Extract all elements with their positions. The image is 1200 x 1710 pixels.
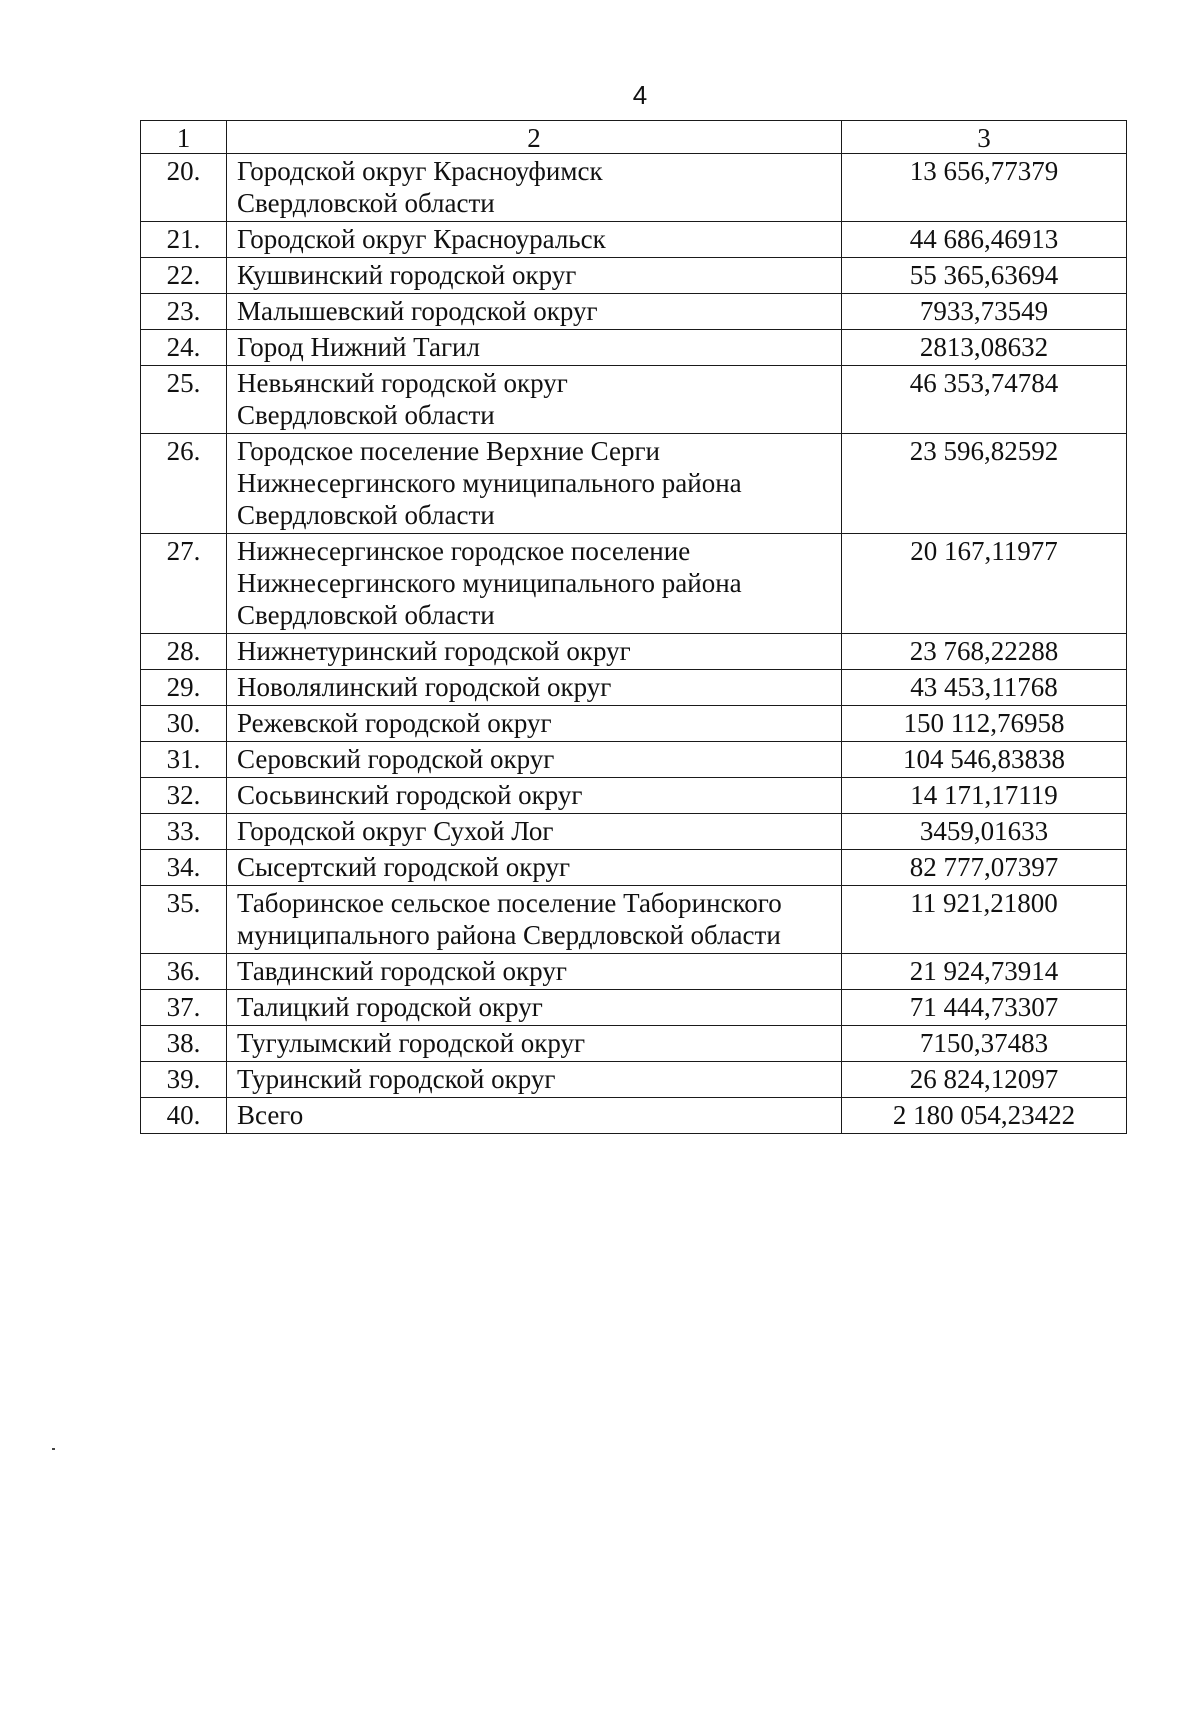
amount-cell: 150 112,76958 [842, 706, 1127, 742]
amount-cell: 20 167,11977 [842, 534, 1127, 634]
municipality-name-cell [227, 434, 842, 534]
municipality-name-cell [227, 330, 842, 366]
table-row [141, 1098, 1127, 1134]
municipality-name-cell [227, 670, 842, 706]
row-number-cell: 32. [141, 778, 227, 814]
table-row [141, 886, 1127, 954]
municipality-name-line: Нижнесергинского муниципального района [237, 468, 742, 498]
municipality-name-cell [227, 366, 842, 434]
table-row [141, 742, 1127, 778]
municipality-name-cell [227, 990, 842, 1026]
row-number-cell: 30. [141, 706, 227, 742]
amount-cell: 44 686,46913 [842, 222, 1127, 258]
amount-cell: 3459,01633 [842, 814, 1127, 850]
scan-speck [52, 1448, 55, 1450]
municipality-name-line: Малышевский городской округ [237, 296, 598, 326]
municipality-name-line: Новолялинский городской округ [237, 672, 612, 702]
amount-cell: 2813,08632 [842, 330, 1127, 366]
amount-cell: 26 824,12097 [842, 1062, 1127, 1098]
municipality-name-cell [227, 954, 842, 990]
table-row [141, 534, 1127, 634]
row-number-cell: 20. [141, 154, 227, 222]
municipality-name-cell [227, 742, 842, 778]
municipality-name-cell [227, 706, 842, 742]
municipality-name-cell [227, 1026, 842, 1062]
municipality-name-line: Свердловской области [237, 188, 495, 218]
amount-cell: 43 453,11768 [842, 670, 1127, 706]
municipality-name-cell [227, 850, 842, 886]
municipality-name-cell [227, 778, 842, 814]
allocation-table [140, 120, 1127, 1134]
row-number-cell: 39. [141, 1062, 227, 1098]
municipality-name-line: Режевской городской округ [237, 708, 552, 738]
municipality-name-line: Свердловской области [237, 600, 495, 630]
municipality-name-cell [227, 886, 842, 954]
row-number-cell: 22. [141, 258, 227, 294]
municipality-name-cell [227, 294, 842, 330]
amount-cell: 46 353,74784 [842, 366, 1127, 434]
amount-cell: 11 921,21800 [842, 886, 1127, 954]
page-number: 4 [632, 80, 648, 110]
row-number-cell: 35. [141, 886, 227, 954]
municipality-name-cell [227, 634, 842, 670]
table-body [141, 121, 1127, 1134]
table-row [141, 222, 1127, 258]
table-row [141, 366, 1127, 434]
municipality-name-line: Сосьвинский городской округ [237, 780, 583, 810]
municipality-name-line: Всего [237, 1100, 304, 1130]
amount-cell: 82 777,07397 [842, 850, 1127, 886]
row-number-cell: 27. [141, 534, 227, 634]
header-cell-3: 3 [842, 121, 1127, 154]
amount-cell: 21 924,73914 [842, 954, 1127, 990]
amount-cell: 55 365,63694 [842, 258, 1127, 294]
table-header-row [141, 121, 1127, 154]
table-row [141, 954, 1127, 990]
amount-cell: 23 768,22288 [842, 634, 1127, 670]
municipality-name-cell [227, 534, 842, 634]
municipality-name-line: Свердловской области [237, 400, 495, 430]
municipality-name-cell [227, 1062, 842, 1098]
municipality-name-line: Серовский городской округ [237, 744, 555, 774]
municipality-name-line: муниципального района Свердловской области [237, 920, 781, 950]
header-cell-2: 2 [227, 121, 842, 154]
municipality-name-line: Город Нижний Тагил [237, 332, 480, 362]
row-number-cell: 21. [141, 222, 227, 258]
municipality-name-cell [227, 1098, 842, 1134]
row-number-cell: 26. [141, 434, 227, 534]
table-row [141, 850, 1127, 886]
municipality-name-line: Тугулымский городской округ [237, 1028, 586, 1058]
table-row [141, 778, 1127, 814]
amount-cell: 13 656,77379 [842, 154, 1127, 222]
row-number-cell: 36. [141, 954, 227, 990]
municipality-name-line: Таборинское сельское поселение Таборинского [237, 888, 782, 918]
municipality-name-line: Свердловской области [237, 500, 495, 530]
row-number-cell: 31. [141, 742, 227, 778]
table-row [141, 814, 1127, 850]
row-number-cell: 40. [141, 1098, 227, 1134]
municipality-name-line: Городской округ Красноуфимск [237, 156, 603, 186]
municipality-name-cell [227, 258, 842, 294]
row-number-cell: 38. [141, 1026, 227, 1062]
municipality-name-line: Кушвинский городской округ [237, 260, 577, 290]
municipality-name-line: Туринский городской округ [237, 1064, 556, 1094]
amount-cell: 14 171,17119 [842, 778, 1127, 814]
table-row [141, 434, 1127, 534]
row-number-cell: 25. [141, 366, 227, 434]
row-number-cell: 24. [141, 330, 227, 366]
table-row [141, 634, 1127, 670]
row-number-cell: 29. [141, 670, 227, 706]
municipality-name-line: Городское поселение Верхние Серги [237, 436, 660, 466]
table-row [141, 1062, 1127, 1098]
municipality-name-line: Нижнесергинского муниципального района [237, 568, 742, 598]
row-number-cell: 37. [141, 990, 227, 1026]
table-row [141, 294, 1127, 330]
row-number-cell: 23. [141, 294, 227, 330]
row-number-cell: 34. [141, 850, 227, 886]
municipality-name-line: Сысертский городской округ [237, 852, 571, 882]
table-row [141, 154, 1127, 222]
row-number-cell: 28. [141, 634, 227, 670]
amount-cell: 23 596,82592 [842, 434, 1127, 534]
row-number-cell: 33. [141, 814, 227, 850]
table-row [141, 330, 1127, 366]
municipality-name-cell [227, 154, 842, 222]
table-row [141, 258, 1127, 294]
municipality-name-line: Нижнетуринский городской округ [237, 636, 631, 666]
table-row [141, 706, 1127, 742]
amount-cell: 71 444,73307 [842, 990, 1127, 1026]
municipality-name-cell [227, 814, 842, 850]
table-row [141, 990, 1127, 1026]
municipality-name-line: Талицкий городской округ [237, 992, 543, 1022]
table-row [141, 670, 1127, 706]
header-cell-1: 1 [141, 121, 227, 154]
municipality-name-line: Невьянский городской округ [237, 368, 568, 398]
amount-cell: 7933,73549 [842, 294, 1127, 330]
amount-cell: 7150,37483 [842, 1026, 1127, 1062]
municipality-name-line: Городской округ Красноуральск [237, 224, 606, 254]
amount-cell: 104 546,83838 [842, 742, 1127, 778]
municipality-name-line: Нижнесергинское городское поселение [237, 536, 691, 566]
amount-cell: 2 180 054,23422 [842, 1098, 1127, 1134]
municipality-name-cell [227, 222, 842, 258]
municipality-name-line: Городской округ Сухой Лог [237, 816, 554, 846]
table-row [141, 1026, 1127, 1062]
municipality-name-line: Тавдинский городской округ [237, 956, 567, 986]
